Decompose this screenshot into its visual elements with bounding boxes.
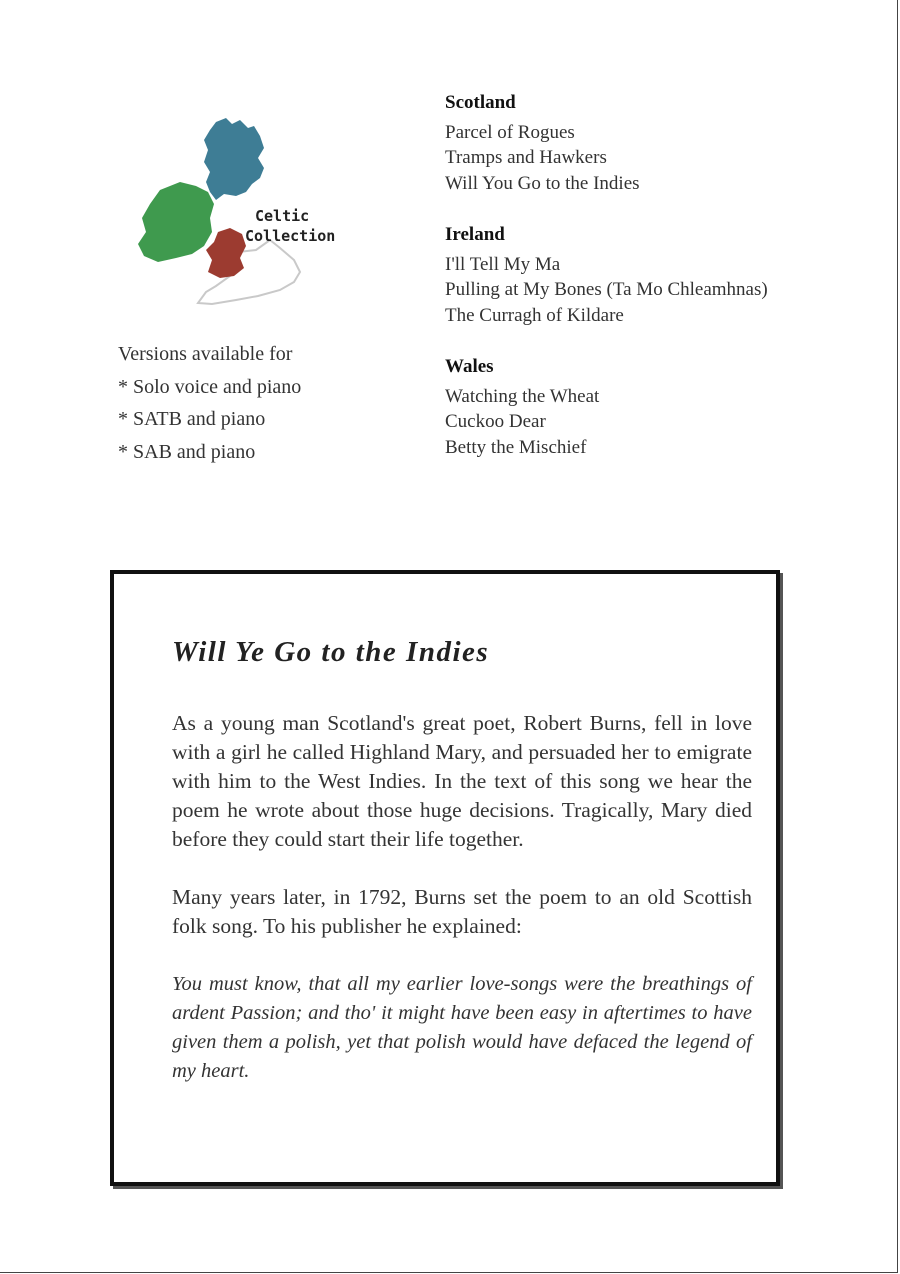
article-paragraph: Many years later, in 1792, Burns set the poem to an old Scottish folk song. To his publisher he explained: xyxy=(172,885,752,938)
logo-label-line2: Collection xyxy=(245,227,336,245)
region-heading: Wales xyxy=(445,356,494,377)
article-paragraph: As a young man Scotland's great poet, Robert Burns, fell in love with a girl he called Highland Mary, and persuaded her to emigrate with him to the West Indies. In the text of this song we hear the poem he wrote about those huge decisions. Tragically, Mary died before they could start their life together. xyxy=(172,711,752,851)
region-heading: Scotland xyxy=(445,92,516,113)
article-body xyxy=(172,709,752,1086)
article-box xyxy=(110,570,780,1186)
version-item: * SAB and piano xyxy=(118,440,256,463)
song-group-scotland xyxy=(445,90,768,196)
song-title: Parcel of Rogues xyxy=(445,121,575,143)
versions-list xyxy=(118,338,301,468)
versions-heading: Versions available for xyxy=(118,343,293,365)
song-title: Will You Go to the Indies xyxy=(445,172,640,194)
song-title: Cuckoo Dear xyxy=(445,411,546,432)
song-title: Tramps and Hawkers xyxy=(445,147,607,168)
version-item: * SATB and piano xyxy=(118,408,266,430)
song-title: Watching the Wheat xyxy=(445,385,600,407)
ireland-shape xyxy=(138,182,214,262)
logo-label-line1: Celtic xyxy=(255,207,310,225)
article-title: Will Ye Go to the Indies xyxy=(172,636,490,668)
article-quote: You must know, that all my earlier love-songs were the breathings of ardent Passion; and tho' it might have been easy in aftertimes to have given them a polish, yet that polish would have defaced the legend of my heart. xyxy=(172,973,752,1082)
logo-label xyxy=(245,206,335,246)
scotland-shape xyxy=(204,118,264,200)
song-list xyxy=(445,90,768,486)
version-item: * Solo voice and piano xyxy=(118,375,302,398)
song-title: I'll Tell My Ma xyxy=(445,253,561,275)
song-title: Pulling at My Bones (Ta Mo Chleamhnas) xyxy=(445,279,768,300)
song-title: The Curragh of Kildare xyxy=(445,304,624,326)
song-title: Betty the Mischief xyxy=(445,436,587,458)
region-heading: Ireland xyxy=(445,224,505,245)
song-group-ireland xyxy=(445,222,768,328)
wales-shape xyxy=(206,228,246,278)
song-group-wales xyxy=(445,354,768,460)
